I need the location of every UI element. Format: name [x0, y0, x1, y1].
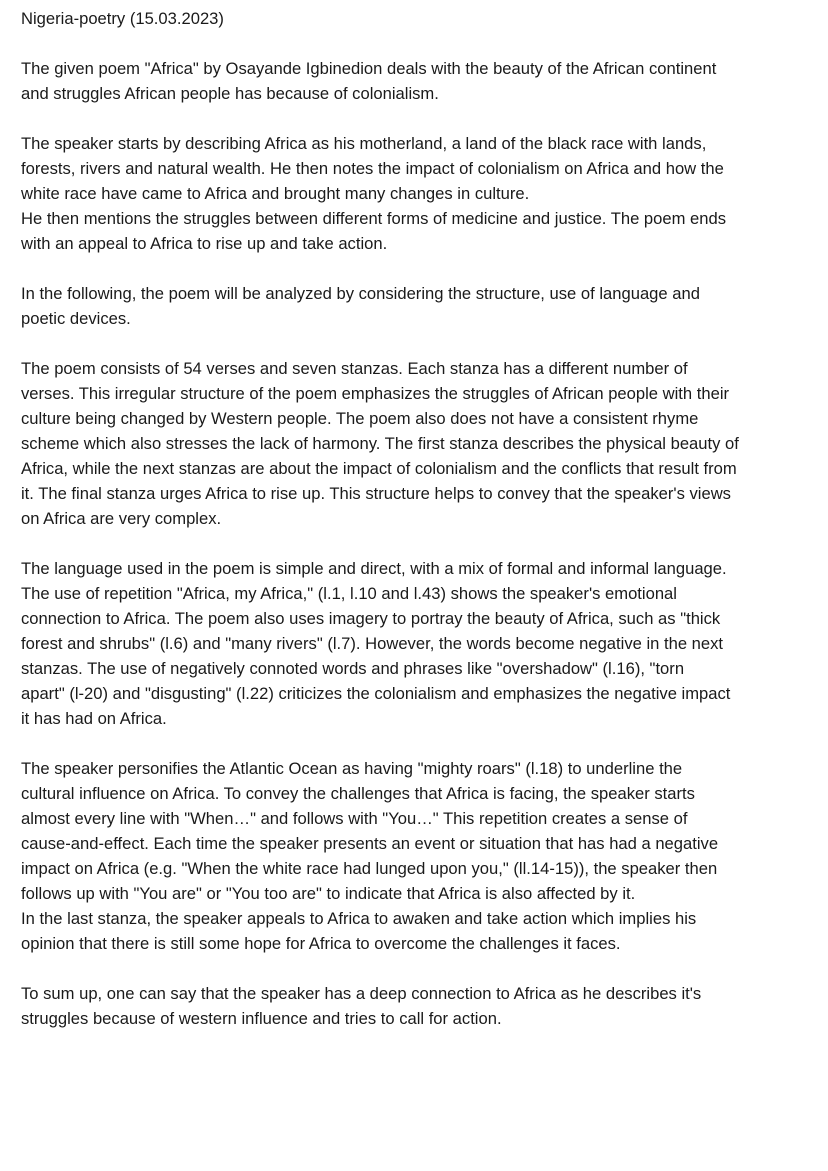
text-line: culture being changed by Western people. The poem also does not have a consistent rhyme: [21, 409, 699, 428]
text-line: He then mentions the struggles between different forms of medicine and justice. The poem ends: [21, 209, 727, 228]
text-line: In the last stanza, the speaker appeals to Africa to awaken and take action which implies his: [21, 909, 697, 928]
text-line: The use of repetition "Africa, my Africa," (l.1, l.10 and l.43) shows the speaker's emotional: [21, 584, 677, 603]
text-line: impact on Africa (e.g. "When the white race had lunged upon you," (ll.14-15)), the speaker then: [21, 859, 718, 878]
text-line: follows up with "You are" or "You too are" to indicate that Africa is also affected by it.: [21, 884, 636, 903]
text-line: Africa, while the next stanzas are about the impact of colonialism and the conflicts that result from: [21, 459, 737, 478]
paragraph-gap: [21, 256, 821, 281]
text-line: apart" (l-20) and "disgusting" (l.22) criticizes the colonialism and emphasizes the negative impact: [21, 684, 731, 703]
text-line: forest and shrubs" (l.6) and "many rivers" (l.7). However, the words become negative in the next: [21, 634, 724, 653]
text-line: scheme which also stresses the lack of harmony. The first stanza describes the physical beauty of: [21, 434, 739, 453]
text-line: white race have came to Africa and brought many changes in culture.: [21, 184, 530, 203]
text-line: The speaker starts by describing Africa as his motherland, a land of the black race with lands,: [21, 134, 707, 153]
paragraph-gap: [21, 31, 821, 56]
text-line: almost every line with "When…" and follows with "You…" This repetition creates a sense of: [21, 809, 688, 828]
paragraph-gap: [21, 106, 821, 131]
text-line: verses. This irregular structure of the poem emphasizes the struggles of African people with their: [21, 384, 730, 403]
text-line: poetic devices.: [21, 309, 131, 328]
text-line: The given poem "Africa" by Osayande Igbinedion deals with the beauty of the African continent: [21, 59, 717, 78]
paragraph-gap: [21, 331, 821, 356]
text-line: with an appeal to Africa to rise up and take action.: [21, 234, 388, 253]
text-line: on Africa are very complex.: [21, 509, 222, 528]
text-line: it. The final stanza urges Africa to rise up. This structure helps to convey that the speaker's views: [21, 484, 731, 503]
text-line: cause-and-effect. Each time the speaker presents an event or situation that has had a negative: [21, 834, 719, 853]
text-line: forests, rivers and natural wealth. He then notes the impact of colonialism on Africa and how the: [21, 159, 724, 178]
paragraph-gap: [21, 531, 821, 556]
text-line: The language used in the poem is simple and direct, with a mix of formal and informal language.: [21, 559, 727, 578]
text-line: it has had on Africa.: [21, 709, 167, 728]
text-line: cultural influence on Africa. To convey the challenges that Africa is facing, the speaker starts: [21, 784, 695, 803]
text-line: stanzas. The use of negatively connoted words and phrases like "overshadow" (l.16), "torn: [21, 659, 685, 678]
document-text: [21, 31, 821, 1031]
text-line: The poem consists of 54 verses and seven stanzas. Each stanza has a different number of: [21, 359, 688, 378]
document-title: Nigeria-poetry (15.03.2023): [21, 9, 224, 28]
document-body: [21, 6, 821, 1031]
text-line: connection to Africa. The poem also uses imagery to portray the beauty of Africa, such as "thick: [21, 609, 721, 628]
text-line: In the following, the poem will be analyzed by considering the structure, use of language and: [21, 284, 700, 303]
text-line: To sum up, one can say that the speaker has a deep connection to Africa as he describes it's: [21, 984, 702, 1003]
paragraph-gap: [21, 956, 821, 981]
paragraph-gap: [21, 731, 821, 756]
text-line: and struggles African people has because of colonialism.: [21, 84, 439, 103]
text-line: The speaker personifies the Atlantic Ocean as having "mighty roars" (l.18) to underline the: [21, 759, 683, 778]
text-line: struggles because of western influence and tries to call for action.: [21, 1009, 502, 1028]
text-line: opinion that there is still some hope for Africa to overcome the challenges it faces.: [21, 934, 621, 953]
